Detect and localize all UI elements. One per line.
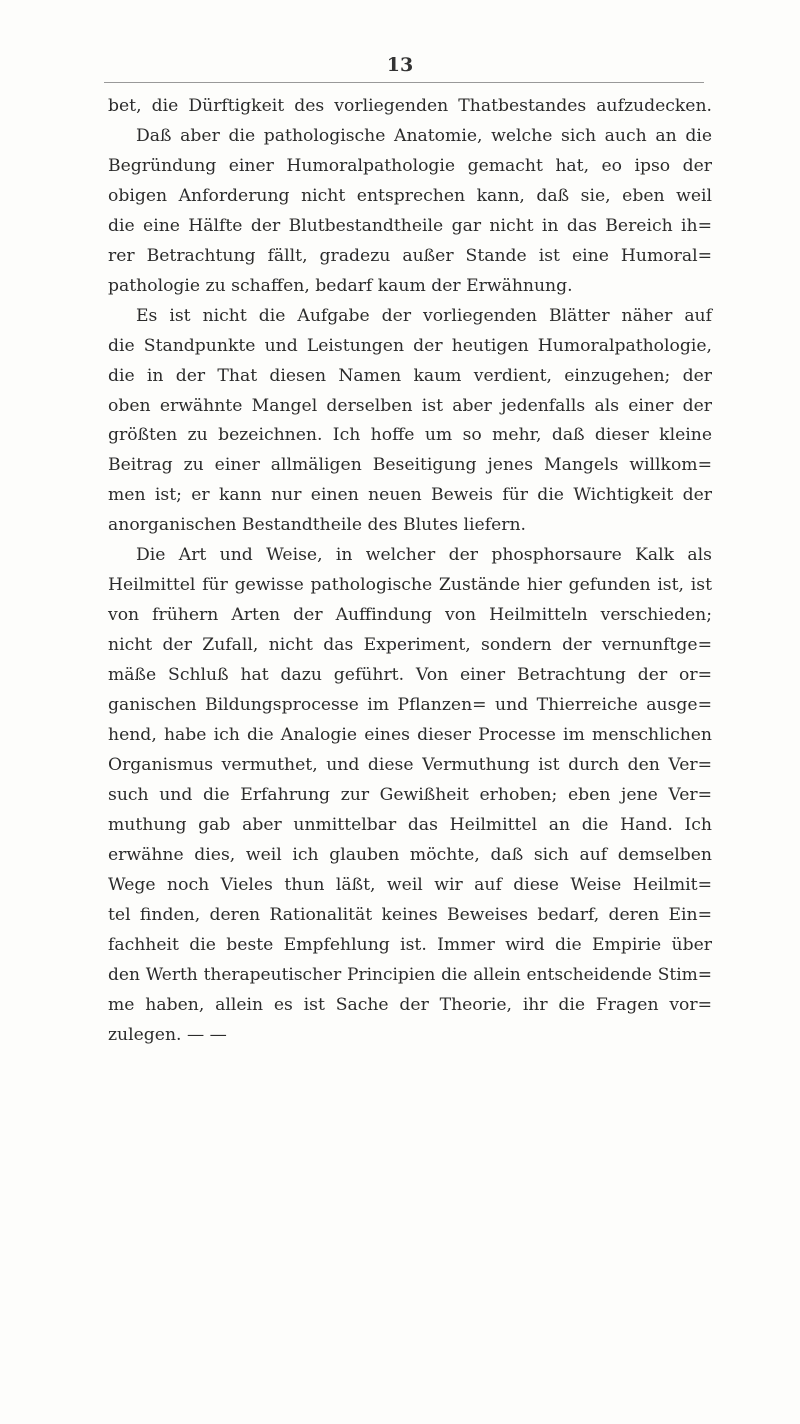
text-line: Begründung einer Humoralpathologie gemacht hat, eo ipso der xyxy=(108,155,712,176)
body-text xyxy=(108,92,712,1051)
text-line: rer Betrachtung fällt, gradezu außer Stande ist eine Humoral= xyxy=(108,245,712,266)
text-line: ganischen Bildungsprocesse im Pflanzen= und Thierreiche ausge= xyxy=(108,695,712,716)
text-line: obigen Anforderung nicht entsprechen kann, daß sie, eben weil xyxy=(108,185,712,206)
text-line: Die Art und Weise, in welcher der phosphorsaure Kalk als xyxy=(136,545,712,566)
text-line: den Werth therapeutischer Principien die allein entscheidende Stim= xyxy=(108,964,712,985)
text-line: hend, habe ich die Analogie eines dieser Processe im menschlichen xyxy=(108,725,712,746)
text-line: größten zu bezeichnen. Ich hoffe um so mehr, daß dieser kleine xyxy=(108,425,712,446)
text-line: tel finden, deren Rationalität keines Beweises bedarf, deren Ein= xyxy=(108,904,712,925)
text-line: die in der That diesen Namen kaum verdient, einzugehen; der xyxy=(108,365,712,386)
text-line: muthung gab aber unmittelbar das Heilmittel an die Hand. Ich xyxy=(108,814,712,835)
text-line: me haben, allein es ist Sache der Theorie, ihr die Fragen vor= xyxy=(108,994,712,1015)
text-line: such und die Erfahrung zur Gewißheit erhoben; eben jene Ver= xyxy=(108,784,712,805)
header-rule xyxy=(104,82,704,83)
text-line: pathologie zu schaffen, bedarf kaum der Erwähnung. xyxy=(108,275,573,296)
text-line: mäße Schluß hat dazu geführt. Von einer Betrachtung der or= xyxy=(108,665,712,686)
page-number: 13 xyxy=(386,54,414,76)
text-line: bet, die Dürftigkeit des vorliegenden Thatbestandes aufzudecken. xyxy=(108,96,712,116)
text-line: anorganischen Bestandtheile des Blutes liefern. xyxy=(108,515,527,536)
text-line: men ist; er kann nur einen neuen Beweis für die Wichtigkeit der xyxy=(108,485,712,506)
text-line: fachheit die beste Empfehlung ist. Immer wird die Empirie über xyxy=(108,934,712,955)
text-line: die Standpunkte und Leistungen der heutigen Humoralpathologie, xyxy=(108,335,712,356)
text-line: Wege noch Vieles thun läßt, weil wir auf diese Weise Heilmit= xyxy=(108,874,712,895)
text-line: oben erwähnte Mangel derselben ist aber jedenfalls als einer der xyxy=(108,395,712,416)
text-line: Organismus vermuthet, und diese Vermuthung ist durch den Ver= xyxy=(108,754,712,775)
text-line: erwähne dies, weil ich glauben möchte, daß sich auf demselben xyxy=(108,844,712,865)
text-line: die eine Hälfte der Blutbestandtheile gar nicht in das Bereich ih= xyxy=(108,215,712,236)
text-line: Beitrag zu einer allmäligen Beseitigung jenes Mangels willkom= xyxy=(108,455,712,476)
text-line: Daß aber die pathologische Anatomie, welche sich auch an die xyxy=(136,125,712,146)
text-line: Heilmittel für gewisse pathologische Zustände hier gefunden ist, ist xyxy=(108,575,712,596)
text-line: Es ist nicht die Aufgabe der vorliegenden Blätter näher auf xyxy=(136,305,712,326)
text-line: nicht der Zufall, nicht das Experiment, sondern der vernunftge= xyxy=(108,635,712,656)
text-line: zulegen. — — xyxy=(108,1024,227,1045)
text-line: von frühern Arten der Auffindung von Heilmitteln verschieden; xyxy=(108,605,712,626)
